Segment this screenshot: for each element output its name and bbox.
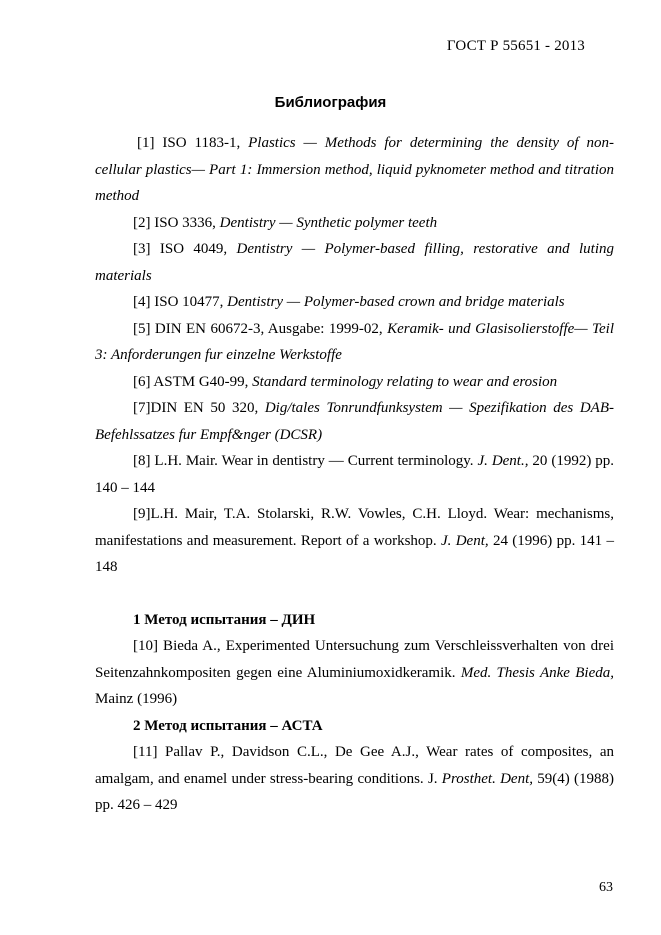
reference-10: [10] Bieda A., Experimented Untersuchung zum Verschleissverhalten von drei Seitenzahnkompositen gegen eine Aluminiumoxidkeramik. Med. Thesis Anke Bieda, Mainz (1996) <box>95 638 614 707</box>
reference-6: [6] ASTM G40-99, Standard terminology relating to wear and erosion <box>133 373 558 390</box>
reference-8: [8] L.H. Mair. Wear in dentistry — Current terminology. J. Dent., 20 (1992) pp. 140 – 144 <box>95 453 615 496</box>
document-standard-number: ГОСТ Р 55651 - 2013 <box>446 38 585 54</box>
reference-4: [4] ISO 10477, Dentistry — Polymer-based crown and bridge materials <box>133 294 565 310</box>
section-heading-acta: 2 Метод испытания – АСТА <box>133 717 323 734</box>
page-title: Библиография <box>274 94 387 111</box>
reference-2: [2] ISO 3336, Dentistry — Synthetic polymer teeth <box>133 214 438 231</box>
section-heading-din: 1 Метод испытания – ДИН <box>133 611 316 628</box>
reference-11: [11] Pallav P., Davidson C.L., De Gee A.J., Wear rates of composites, an amalgam, and enamel under stress-bearing conditions. J. Prosthet. Dent, 59(4) (1988) pp. 426 – 429 <box>95 744 614 813</box>
reference-1: [1] ISO 1183-1, Plastics — Methods for determining the density of non-cellular plastics— Part 1: Immersion method, liquid pyknometer method and titration method <box>95 135 614 204</box>
reference-9: [9]L.H. Mair, T.A. Stolarski, R.W. Vowles, C.H. Lloyd. Wear: mechanisms, manifestations and measurement. Report of a workshop. J. Dent, 24 (1996) pp. 141 – 148 <box>95 506 614 575</box>
bibliography-body <box>95 130 614 819</box>
reference-3: [3] ISO 4049, Dentistry — Polymer-based filling, restorative and luting materials <box>95 241 614 284</box>
page-number: 63 <box>599 880 613 895</box>
reference-7: [7]DIN EN 50 320, Dig/tales Tonrundfunksystem — Spezifikation des DAB-Befehlssatzes fur Empf&nger (DCSR) <box>95 400 614 443</box>
reference-5: [5] DIN EN 60672-3, Ausgabe: 1999-02, Keramik- und Glasisolierstoffe— Teil 3: Anforderungen fur einzelne Werkstoffe <box>95 320 614 363</box>
